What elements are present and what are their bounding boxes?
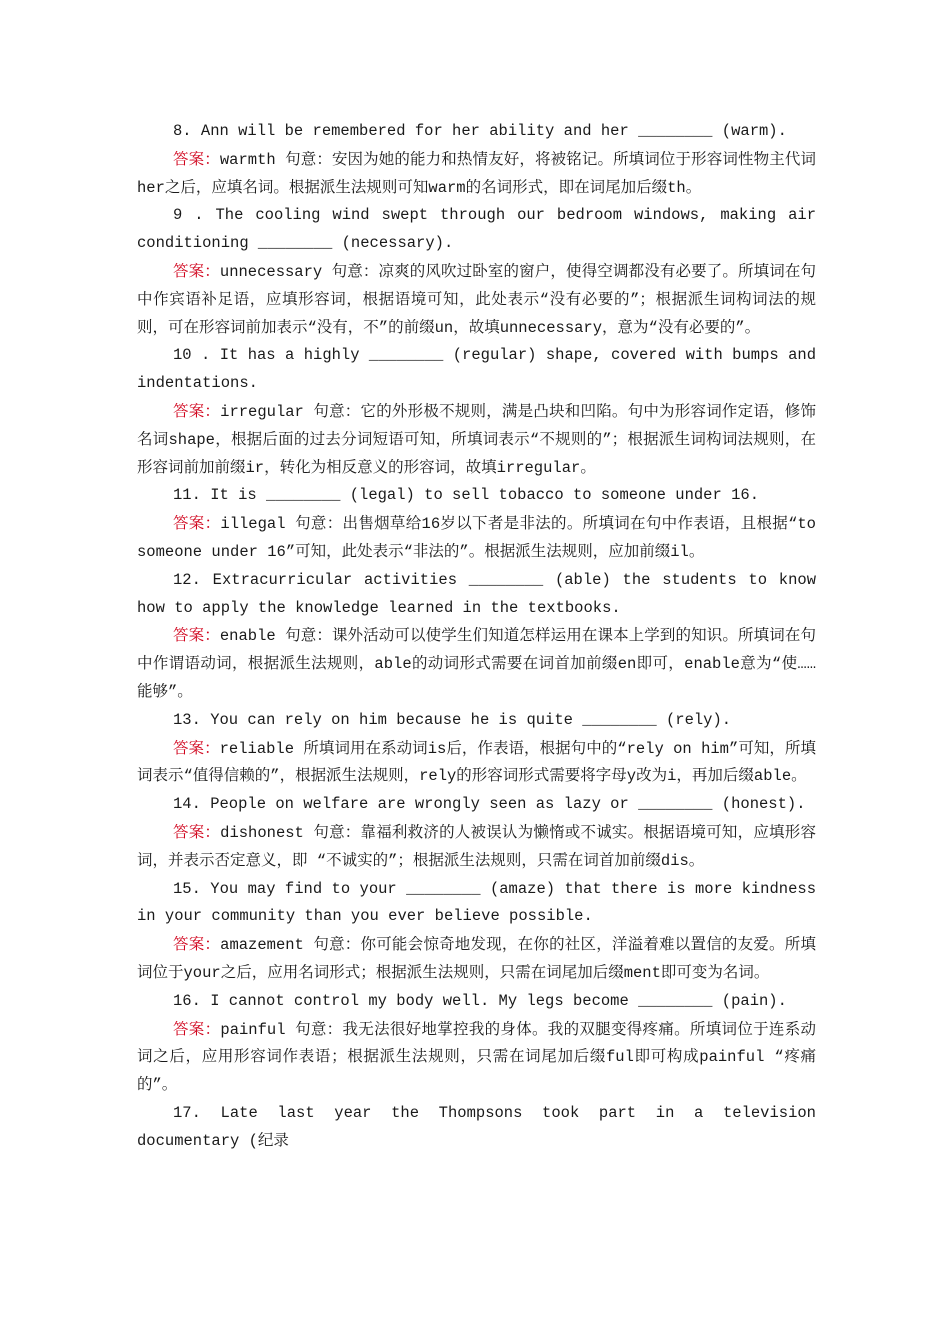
answer-text: enable 句意：课外活动可以使学生们知道怎样运用在课本上学到的知识。所填词在句中作谓语动词，根据派生法规则，able的动词形式需要在词首加前缀en即可，enable意为“使……能够”。	[137, 627, 816, 701]
answer-text: irregular 句意：它的外形极不规则，满是凸块和凹陷。句中为形容词作定语，修饰名词shape，根据后面的过去分词短语可知，所填词表示“不规则的”；根据派生词构词法规则，在形容词前加前缀ir，转化为相反意义的形容词，故填irregular。	[137, 402, 816, 477]
question-9: 9 . The cooling wind swept through our bedroom windows, making air conditioning ________ (necessary).	[137, 206, 816, 253]
answer-14	[137, 819, 816, 876]
answer-label: 答案：	[173, 401, 221, 420]
answer-9	[137, 258, 816, 342]
question-11: 11. It is ________ (legal) to sell tobacco to someone under 16.	[173, 486, 759, 505]
answer-15	[137, 931, 816, 988]
question-16: 16. I cannot control my body well. My legs become ________ (pain).	[173, 991, 787, 1010]
answer-text: unnecessary 句意：凉爽的风吹过卧室的窗户，使得空调都没有必要了。所填词在句中作宾语补足语，应填形容词，根据语境可知，此处表示“没有必要的”；根据派生词构词法的规则，可在形容词前加表示“没有，不”的前缀un，故填unnecessary，意为“没有必要的”。	[137, 262, 816, 337]
answer-label: 答案：	[173, 1019, 221, 1038]
answer-text: painful 句意：我无法很好地掌控我的身体。我的双腿变得疼痛。所填词位于连系动词之后，应用形容词作表语；根据派生法规则，只需在词尾加后缀ful即可构成painful “疼痛的”。	[137, 1020, 816, 1095]
answer-label: 答案：	[173, 626, 220, 645]
answer-label: 答案：	[173, 822, 221, 841]
question-14: 14. People on welfare are wrongly seen as lazy or ________ (honest).	[173, 795, 806, 814]
answer-label: 答案：	[173, 738, 220, 757]
question-15: 15. You may find to your ________ (amaze) that there is more kindness in your community than you ever believe possible.	[137, 879, 816, 926]
answer-text: amazement 句意：你可能会惊奇地发现，在你的社区，洋溢着难以置信的友爱。所填词位于your之后，应用名词形式；根据派生法规则，只需在词尾加后缀ment即可变为名词。	[137, 936, 816, 982]
question-10: 10 . It has a highly ________ (regular) shape, covered with bumps and indentations.	[137, 346, 816, 393]
answer-8	[137, 146, 816, 203]
answer-label: 答案：	[173, 149, 220, 168]
answer-16	[137, 1016, 816, 1100]
exercise-list	[137, 118, 816, 1155]
answer-13	[137, 735, 816, 792]
answer-label: 答案：	[173, 514, 221, 533]
answer-text: dishonest 句意：靠福利救济的人被误认为懒惰或不诚实。根据语境可知，应填形容词，并表示否定意义，即 “不诚实的”；根据派生法规则，只需在词首加前缀dis。	[137, 823, 816, 870]
question-17: 17. Late last year the Thompsons took part in a television documentary (纪录	[137, 1103, 816, 1150]
answer-12	[137, 622, 816, 706]
question-12: 12. Extracurricular activities ________ (able) the students to know how to apply the knowledge learned in the textbooks.	[137, 570, 816, 617]
answer-label: 答案：	[173, 935, 221, 954]
answer-11	[137, 510, 816, 567]
answer-10	[137, 398, 816, 482]
question-13: 13. You can rely on him because he is quite ________ (rely).	[173, 710, 732, 729]
question-8: 8. Ann will be remembered for her ability and her ________ (warm).	[173, 122, 787, 140]
answer-text: warmth 句意：安因为她的能力和热情友好，将被铭记。所填词位于形容词性物主代词her之后，应填名词。根据派生法规则可知warm的名词形式，即在词尾加后缀th。	[137, 150, 816, 197]
answer-text: illegal 句意：出售烟草给16岁以下者是非法的。所填词在句中作表语，且根据“to someone under 16”可知，此处表示“非法的”。根据派生法规则，应加前缀il。	[137, 515, 816, 561]
answer-text: reliable 所填词用在系动词is后，作表语，根据句中的“rely on him”可知，所填词表示“值得信赖的”，根据派生法规则，rely的形容词形式需要将字母y改为i，再加后缀able。	[137, 739, 816, 786]
answer-label: 答案：	[173, 261, 220, 280]
